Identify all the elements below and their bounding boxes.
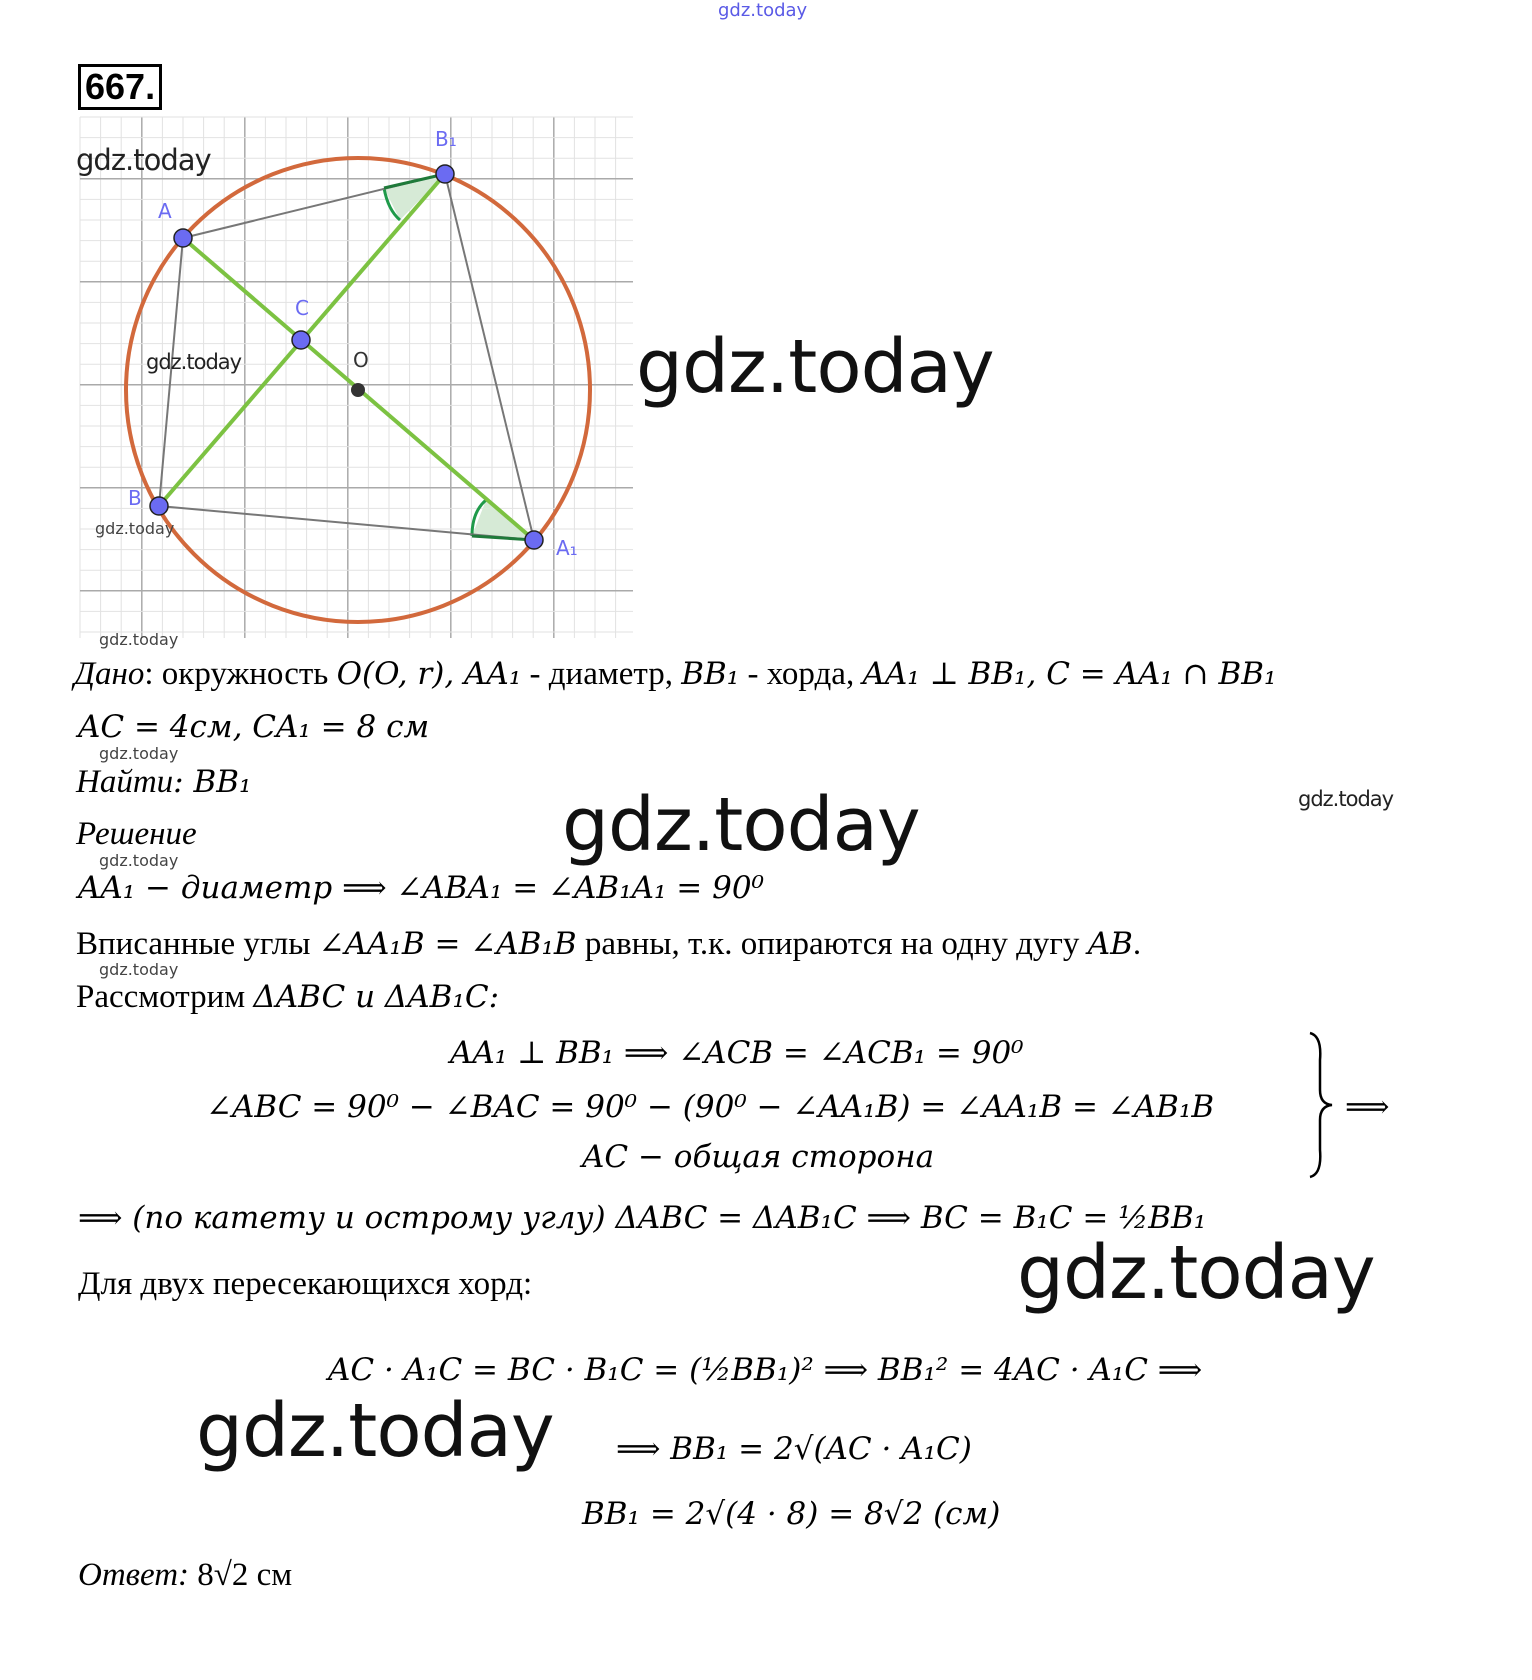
system-line-1: AA₁ ⊥ BB₁ ⟹ ∠ACB = ∠ACB₁ = 90⁰ xyxy=(450,1035,1024,1071)
watermark: gdz.today xyxy=(196,1388,554,1474)
given-line-2: AC = 4см, CA₁ = 8 см xyxy=(78,709,430,745)
system-line-3: AC − общая сторона xyxy=(582,1139,935,1175)
geometry-diagram xyxy=(0,0,660,660)
point-a1 xyxy=(525,531,543,549)
solution-line-1: AA₁ − диаметр ⟹ ∠ABA₁ = ∠AB₁A₁ = 90⁰ xyxy=(78,870,764,906)
watermark: gdz.today xyxy=(636,324,994,410)
point-o xyxy=(351,383,365,397)
solution-line-3: Рассмотрим ΔABC и ΔAB₁C: xyxy=(76,979,500,1015)
solution-line-4: ⟹ (по катету и острому углу) ΔABC = ΔAB₁C ⟹ BC = B₁C = ½BB₁ xyxy=(78,1200,1207,1236)
find-line: Найти: BB₁ xyxy=(76,764,252,800)
label-a1: A₁ xyxy=(556,536,578,560)
watermark: gdz.today xyxy=(1298,787,1394,811)
watermark: gdz.today xyxy=(1017,1230,1375,1316)
solution-line-6: AC · A₁C = BC · B₁C = (½BB₁)² ⟹ BB₁² = 4AC · A₁C ⟹ xyxy=(328,1352,1203,1388)
watermark: gdz.today xyxy=(76,143,211,177)
solution-line-8: BB₁ = 2√(4 · 8) = 8√2 (см) xyxy=(582,1496,1001,1532)
given-line-1: Дано: окружность O(O, r), AA₁ - диаметр, BB₁ - хорда, AA₁ ⊥ BB₁, C = AA₁ ∩ BB₁ xyxy=(74,656,1277,692)
label-b1: B₁ xyxy=(435,127,457,151)
segment-b1a1 xyxy=(445,174,534,540)
label-a: A xyxy=(158,199,172,223)
system-arrow: ⟹ xyxy=(1345,1089,1390,1125)
watermark: gdz.today xyxy=(562,782,920,868)
label-c: C xyxy=(295,296,309,320)
point-b1 xyxy=(436,165,454,183)
point-b xyxy=(150,497,168,515)
system-brace xyxy=(1306,1030,1336,1180)
watermark: gdz.today xyxy=(99,851,179,870)
solution-line-7: ⟹ BB₁ = 2√(AC · A₁C) xyxy=(616,1431,972,1467)
system-line-2: ∠ABC = 90⁰ − ∠BAC = 90⁰ − (90⁰ − ∠AA₁B) = ∠AA₁B = ∠AB₁B xyxy=(206,1089,1215,1125)
watermark: gdz.today xyxy=(146,350,242,374)
solution-label: Решение xyxy=(76,816,197,852)
watermark: gdz.today xyxy=(99,960,179,979)
solution-line-5: Для двух пересекающихся хорд: xyxy=(78,1266,533,1302)
problem-number: 667. xyxy=(78,64,162,110)
point-a xyxy=(174,229,192,247)
header-watermark: gdz.today xyxy=(718,0,808,21)
watermark: gdz.today xyxy=(99,630,179,649)
label-o: O xyxy=(353,348,369,372)
point-c xyxy=(292,331,310,349)
solution-line-2: Вписанные углы ∠AA₁B = ∠AB₁B равны, т.к. опираются на одну дугу AB. xyxy=(76,926,1142,962)
label-b: B xyxy=(128,486,142,510)
watermark: gdz.today xyxy=(99,744,179,763)
watermark: gdz.today xyxy=(95,519,175,538)
answer-line: Ответ: 8√2 см xyxy=(78,1557,293,1593)
